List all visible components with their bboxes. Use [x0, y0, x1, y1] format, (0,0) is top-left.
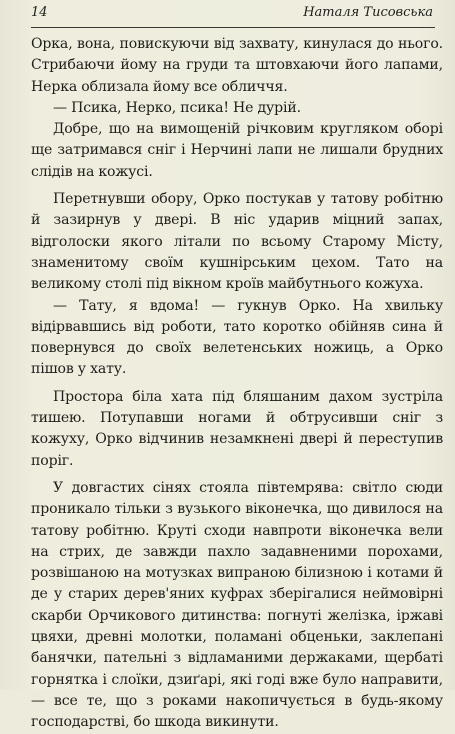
page-number: 14 [31, 5, 48, 20]
paragraph: — Тату, я вдома! — гукнув Орко. На хвильку відірвавшись від роботи, тато коротко обійняв сина й повернувся до своїх велетенських ножиць, а Орко пішов у хату. [31, 297, 443, 378]
paragraph: У довгастих сінях стояла півтемрява: світло сюди проникало тільки з вузького віконечка, що дивилося на татову робітню. Круті сходи навпроти віконечка вели на стрих, де завжди пахло задавненими порохами, розвішаною на мотузках випраною білизною і котами й де у старих дерев'яних куфрах зберігалися неймовірні скарби Орчикового дитинства: погнуті желізка, іржаві цвяхи, древні молотки, поламані обценьки, заклепані банячки, пательні з відламаними держаками, щербаті горнятка і слоїки, дзиґарі, які годі вже було направити, — все те, що з роками накопичується в будь-якому господарстві, бо шкода викинути. [31, 479, 443, 731]
page-header [31, 5, 435, 28]
body-text [31, 34, 443, 734]
paragraph: Орка, вона, повискуючи від захвату, кинулася до нього. Стрибаючи йому на груди та штовхаючи його лапами, Нерка облизала йому все обличчя. [31, 36, 443, 95]
paragraph: Добре, що на вимощеній річковим кругляком оборі ще затримався сніг і Нерчині лапи не лишали брудних слідів на кожусі. [31, 121, 443, 180]
paragraph: Простора біла хата під бляшаним дахом зустріла тишею. Потупавши ногами й обтрусивши сніг з кожуху, Орко відчинив незамкнені двері й переступив поріг. [31, 388, 443, 469]
paragraph: — Псика, Нерко, псика! Не дурій. [53, 99, 301, 116]
running-head: Наталя Тисовська [303, 5, 433, 20]
paragraph: Перетнувши обору, Орко постукав у татову робітню й зазирнув у двері. В ніс ударив міцний запах, відголоски якого літали по всьому Старому Місту, знаменитому своїм кушнірським цехом. Тато на великому столі під вікном кроїв майбутнього кожуха. [31, 191, 443, 293]
